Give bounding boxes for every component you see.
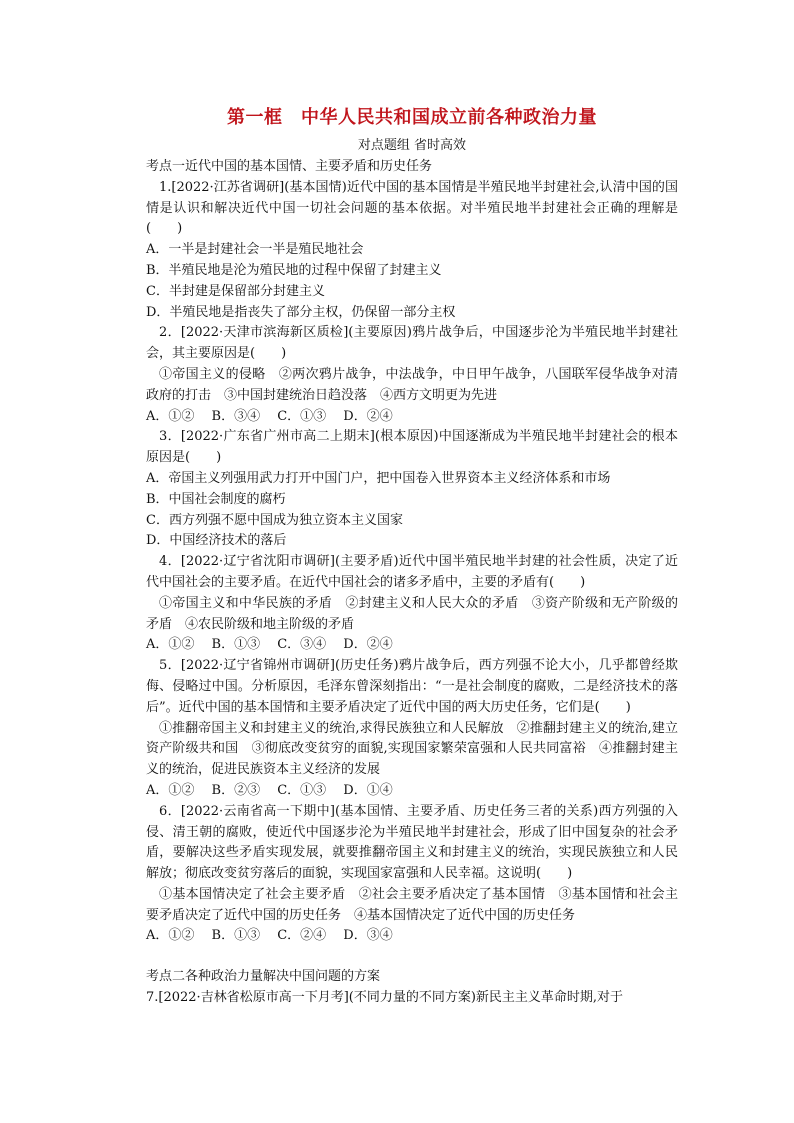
section-heading: 考点二各种政治力量解决中国问题的方案 [146,969,381,985]
answer-choices: A．①② B．①③ C．②④ D．③④ [146,928,393,944]
question-7 [146,988,678,1009]
question-stem: 1.[2022·江苏省调研](基本国情)近代中国的基本国情是半殖民地半封建社会,认清中国的国情是认识和解决近代中国一切社会问题的基本依据。对半殖民地半封建社会正确的理解是( ) [146,179,678,237]
answer-choices: A．①② B．①③ C．③④ D．②④ [146,637,393,653]
question-stem: 5．[2022·辽宁省锦州市调研](历史任务)鸦片战争后，西方列强不论大小，几乎都曾经欺侮、侵略过中国。分析原因，毛泽东曾深刻指出：“一是社会制度的腐败，二是经济技术的落后”。近代中国的基本国情和主要矛盾决定了近代中国的两大历史任务，它们是( ) [146,658,678,715]
worksheet-page [146,100,678,1009]
answer-choices: A．①② B．②③ C．①③ D．①④ [146,782,393,798]
question-1 [146,178,678,324]
question-stem: 3．[2022·广东省广州市高二上期末](根本原因)中国逐渐成为半殖民地半封建社会的根本原因是( ) [146,429,678,466]
option-a: A．一半是封建社会一半是殖民地社会 [146,242,364,258]
answer-choices: A．①② B．③④ C．①③ D．②④ [146,408,393,424]
question-statements: ①帝国主义的侵略 ②两次鸦片战争，中法战争，中日甲午战争，八国联军侵华战争对清政府的打击 ③中国封建统治日趋没落 ④西方文明更为先进 [146,366,678,403]
page-subtitle: 对点题组 省时高效 [357,138,467,153]
page-title: 第一框 中华人民共和国成立前各种政治力量 [227,107,597,128]
question-4 [146,552,678,656]
question-2 [146,323,678,427]
question-stem: 7.[2022·吉林省松原市高一下月考](不同力量的不同方案)新民主主义革命时期,对于 [146,990,624,1006]
option-c: C．半封建是保留部分封建主义 [146,283,325,299]
section-heading: 考点一近代中国的基本国情、主要矛盾和历史任务 [146,159,433,174]
question-3 [146,427,678,552]
option-b: B．半殖民地是沦为殖民地的过程中保留了封建主义 [146,262,442,278]
question-stem: 2．[2022·天津市滨海新区质检](主要原因)鸦片战争后，中国逐步沦为半殖民地半封建社会，其主要原因是( ) [146,325,678,362]
option-b: B．中国社会制度的腐朽 [146,491,286,507]
question-stem: 6．[2022·云南省高一下期中](基本国情、主要矛盾、历史任务三者的关系)西方列强的入侵、清王朝的腐败，使近代中国逐步沦为半殖民地半封建社会，形成了旧中国复杂的社会矛盾，要解决这些矛盾实现发展，就要推翻帝国主义和封建主义的统治，实现民族独立和人民解放；彻底改变贫穷落后的面貌，实现国家富强和人民幸福。这说明( ) [146,803,678,882]
question-statements: ①基本国情决定了社会主要矛盾 ②社会主要矛盾决定了基本国情 ③基本国情和社会主要矛盾决定了近代中国的历史任务 ④基本国情决定了近代中国的历史任务 [146,886,678,923]
option-a: A．帝国主义列强用武力打开中国门户，把中国卷入世界资本主义经济体系和市场 [146,470,611,486]
question-statements: ①推翻帝国主义和封建主义的统治,求得民族独立和人民解放 ②推翻封建主义的统治,建立资产阶级共和国 ③彻底改变贫穷的面貌,实现国家繁荣富强和人民共同富裕 ④推翻封建主义的统治，促进民族资本主义经济的发展 [146,720,678,778]
option-d: D．中国经济技术的落后 [146,533,287,549]
option-d: D．半殖民地是指丧失了部分主权，仍保留一部分主权 [146,304,456,320]
question-statements: ①帝国主义和中华民族的矛盾 ②封建主义和人民大众的矛盾 ③资产阶级和无产阶级的矛盾 ④农民阶级和地主阶级的矛盾 [146,595,678,632]
question-5 [146,656,678,802]
question-stem: 4．[2022·辽宁省沈阳市调研](主要矛盾)近代中国半殖民地半封建的社会性质，决定了近代中国社会的主要矛盾。在近代中国社会的诸多矛盾中，主要的矛盾有( ) [146,554,678,590]
option-c: C．西方列强不愿中国成为独立资本主义国家 [146,512,403,528]
question-6 [146,802,678,948]
